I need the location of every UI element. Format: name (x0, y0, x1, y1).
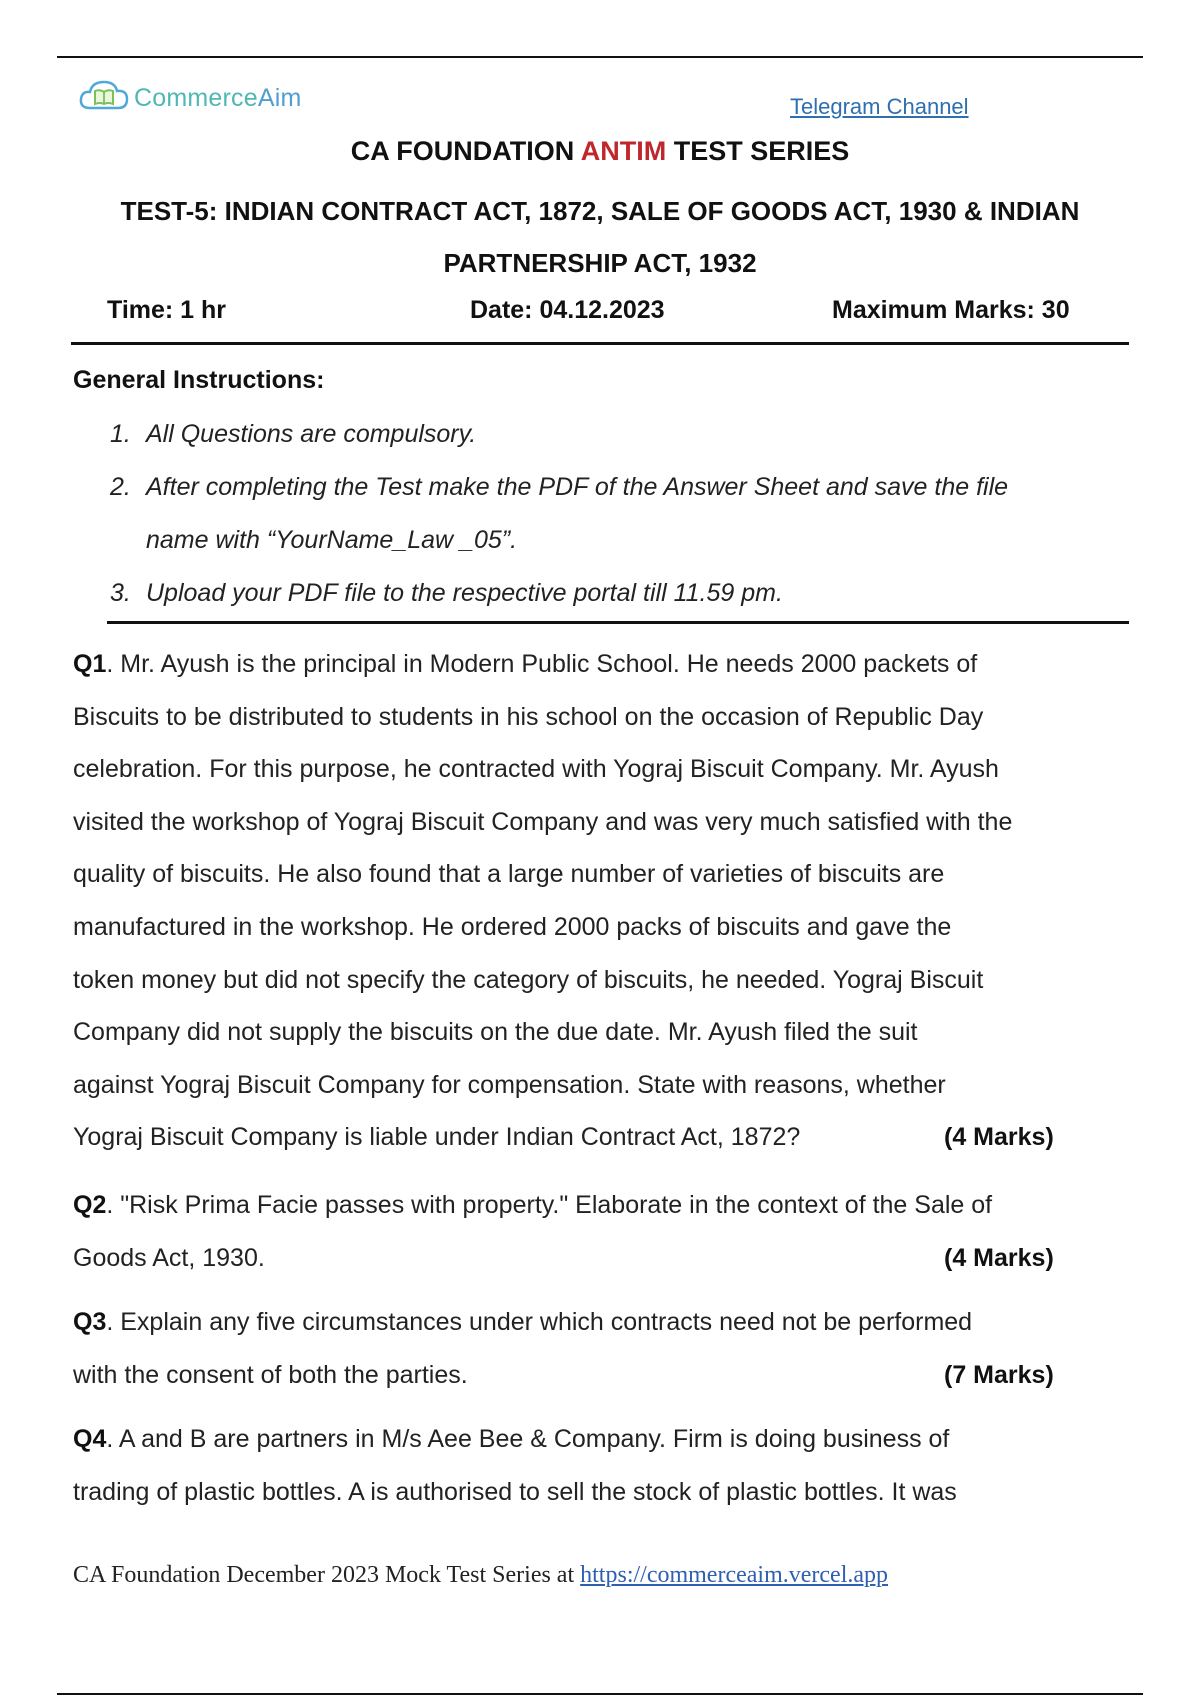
series-title (60, 136, 1140, 167)
footer-text: CA Foundation December 2023 Mock Test Series at (73, 1562, 581, 1588)
top-divider (57, 56, 1143, 58)
instructions-heading: General Instructions: (73, 366, 325, 394)
question-line: Yograj Biscuit Company is liable under Indian Contract Act, 1872? (73, 1123, 801, 1152)
question-4 (73, 1413, 1133, 1518)
question-line: visited the workshop of Yograj Biscuit Company and was very much satisfied with the (73, 807, 1013, 836)
logo-text-aim: Aim (257, 84, 302, 112)
marks-label: (4 Marks) (944, 1123, 1054, 1152)
question-line: . Mr. Ayush is the principal in Modern Public School. He needs 2000 packets of (106, 650, 978, 678)
cloud-book-icon (78, 76, 130, 121)
test-title-line-2: PARTNERSHIP ACT, 1932 (443, 248, 757, 278)
question-line: Biscuits to be distributed to students in his school on the occasion of Republic Day (73, 702, 984, 731)
instruction-number: 3. (110, 579, 131, 607)
question-line: Company did not supply the biscuits on the due date. Mr. Ayush filed the suit (73, 1018, 918, 1047)
instructions-divider (107, 621, 1129, 624)
question-line: . Explain any five circumstances under which contracts need not be performed (106, 1308, 973, 1336)
time-label: Time: 1 hr (107, 296, 227, 324)
question-line: quality of biscuits. He also found that a large number of varieties of biscuits are (73, 860, 945, 889)
instruction-number: 1. (110, 420, 131, 448)
instruction-text: After completing the Test make the PDF of the Answer Sheet and save the file (146, 473, 1009, 501)
question-line: token money but did not specify the category of biscuits, he needed. Yograj Biscuit (73, 965, 984, 994)
date-label: Date: 04.12.2023 (470, 296, 665, 324)
telegram-channel-link[interactable]: Telegram Channel (790, 94, 969, 119)
question-label: Q1 (73, 650, 107, 678)
max-marks-label: Maximum Marks: 30 (832, 296, 1070, 324)
question-line: with the consent of both the parties. (73, 1360, 468, 1389)
instruction-text: Upload your PDF file to the respective portal till 11.59 pm. (146, 579, 783, 607)
marks-label: (7 Marks) (944, 1360, 1054, 1389)
instruction-item (110, 408, 1130, 620)
header-divider (71, 342, 1129, 345)
question-label: Q3 (73, 1308, 107, 1336)
question-line: celebration. For this purpose, he contracted with Yograj Biscuit Company. Mr. Ayush (73, 755, 999, 784)
series-title-highlight: ANTIM (580, 136, 667, 166)
question-label: Q4 (73, 1425, 107, 1453)
question-1 (73, 638, 1133, 1164)
question-line: against Yograj Biscuit Company for compensation. State with reasons, whether (73, 1070, 946, 1099)
question-line: . A and B are partners in M/s Aee Bee & Company. Firm is doing business of (106, 1425, 950, 1453)
question-2 (73, 1179, 1133, 1284)
logo-text-commerce: Commerce (134, 84, 258, 112)
question-line: Goods Act, 1930. (73, 1243, 265, 1272)
commerceaim-logo (78, 76, 302, 121)
bottom-divider (57, 1693, 1143, 1695)
footer-website-link[interactable]: https://commerceaim.vercel.app (580, 1562, 889, 1588)
series-title-prefix: CA FOUNDATION (350, 136, 575, 166)
question-label: Q2 (73, 1191, 107, 1219)
test-title-line-1: TEST-5: INDIAN CONTRACT ACT, 1872, SALE OF GOODS ACT, 1930 & INDIAN (120, 196, 1080, 226)
instruction-text-continued: name with “YourName_Law _05”. (146, 526, 518, 554)
marks-label: (4 Marks) (944, 1243, 1054, 1272)
series-title-suffix: TEST SERIES (673, 136, 850, 166)
question-line: manufactured in the workshop. He ordered 2000 packs of biscuits and gave the (73, 912, 952, 941)
question-line: trading of plastic bottles. A is authorised to sell the stock of plastic bottles. It was (73, 1477, 957, 1506)
instruction-number: 2. (110, 473, 131, 501)
test-title (60, 185, 1140, 289)
instruction-text: All Questions are compulsory. (146, 420, 477, 448)
question-3 (73, 1296, 1133, 1401)
page-footer (73, 1562, 888, 1589)
question-line: . "Risk Prima Facie passes with property." Elaborate in the context of the Sale of (106, 1191, 993, 1219)
